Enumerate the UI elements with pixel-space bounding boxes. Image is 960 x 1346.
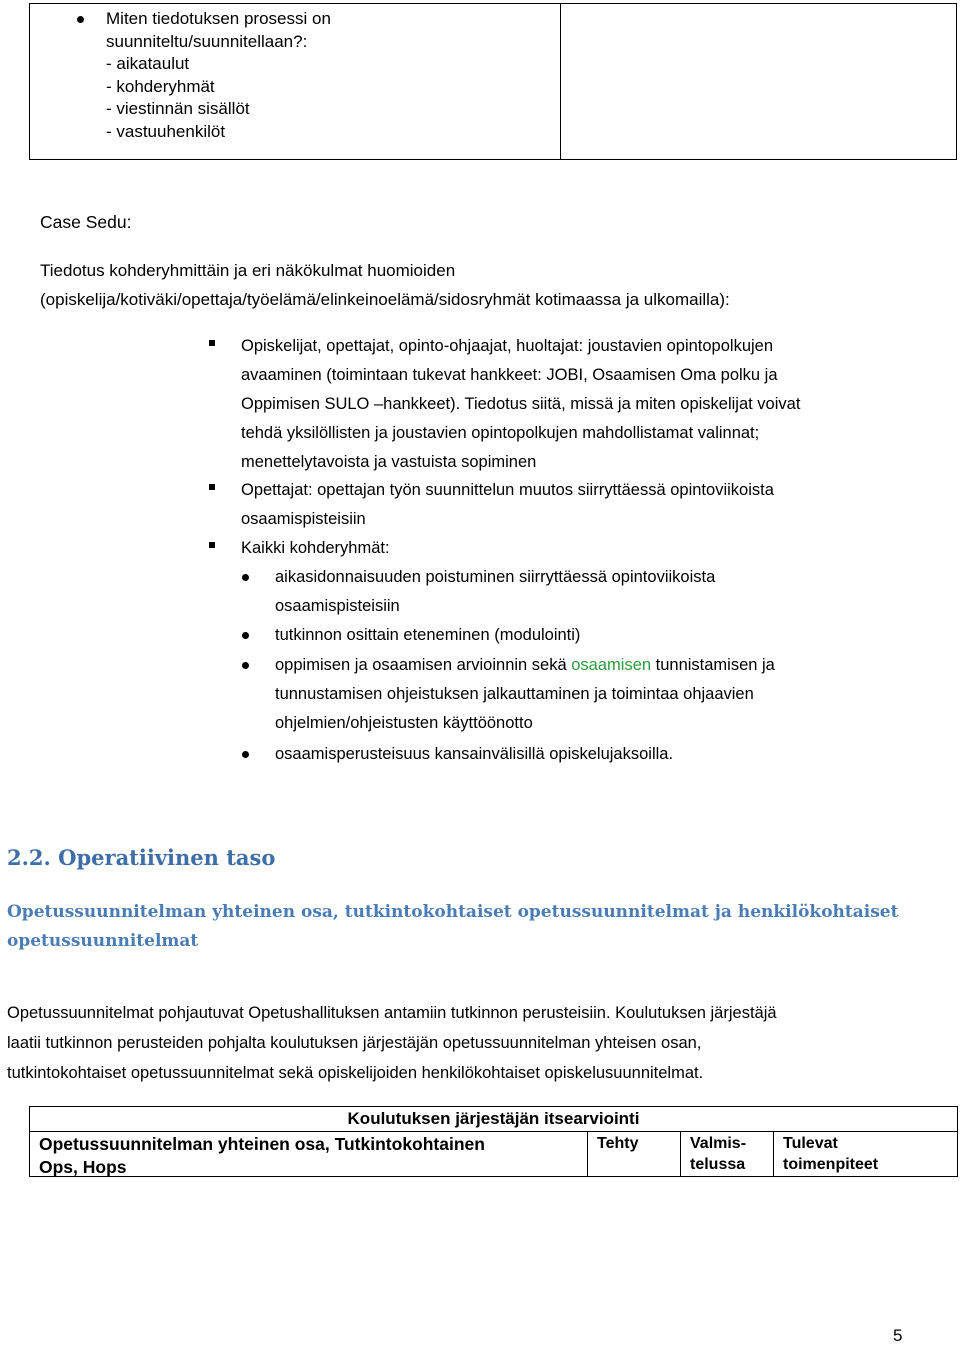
round-bullet-icon [242, 574, 249, 581]
table-header-cell [783, 1133, 878, 1175]
item-text: oppimisen ja osaamisen arvioinnin sekä [275, 656, 572, 674]
square-item-2 [241, 476, 774, 534]
item-line: Opiskelijat, opettajat, opinto-ohjaajat, huoltajat: joustavien opintopolkujen [241, 337, 774, 355]
cell-line: Miten tiedotuksen prosessi on [106, 9, 331, 28]
cell-line: - viestinnän sisällöt [106, 99, 250, 118]
round-bullet-icon [242, 632, 249, 639]
round-bullet-icon [242, 662, 249, 669]
intro-prefix: Tiedotus [40, 261, 110, 280]
cell-line: Ops, Hops [39, 1157, 127, 1177]
case-heading: Case Sedu: [40, 212, 132, 232]
intro-bold: kohderyhmittäin ja eri näkökulmat huomioiden [109, 261, 456, 280]
square-item-1 [241, 332, 800, 477]
round-item-4 [275, 740, 673, 769]
item-line: ohjelmien/ohjeistusten käyttöönotto [275, 714, 533, 732]
item-line: tutkinnon osittain eteneminen (modulointi) [275, 626, 581, 644]
item-line: Kaikki kohderyhmät: [241, 539, 390, 557]
table-column-divider [560, 4, 561, 159]
table-header-cell [690, 1133, 746, 1175]
subheading-line: opetussuunnitelmat [7, 931, 199, 951]
table-row-divider [30, 1131, 957, 1132]
cell-line: Valmis- [690, 1135, 747, 1152]
cell-line: telussa [690, 1156, 746, 1173]
page-number: 5 [893, 1326, 903, 1345]
paragraph-line: tutkintokohtaiset opetussuunnitelmat sekä opiskelijoiden henkilökohtaiset opiskelusuunnitelmat. [7, 1064, 704, 1082]
cell-line: Opetussuunnitelman yhteinen osa, Tutkintokohtainen [39, 1134, 485, 1154]
item-text: tunnistamisen ja [651, 656, 775, 674]
item-line: menettelytavoista ja vastuista sopiminen [241, 453, 537, 471]
item-line: avaaminen (toimintaan tukevat hankkeet: JOBI, Osaamisen Oma polku ja [241, 366, 778, 384]
case-intro-line2: (opiskelija/kotiväki/opettaja/työelämä/elinkeinoelämä/sidosryhmät kotimaassa ja ulkomailla): [40, 290, 730, 309]
cell-line: - kohderyhmät [106, 76, 215, 96]
round-item-1 [275, 563, 715, 621]
paragraph-line: Opetussuunnitelmat pohjautuvat Opetushallituksen antamiin tutkinnon perusteisiin. Koulutuksen järjestäjä [7, 1004, 777, 1022]
cell-line: toimenpiteet [783, 1156, 879, 1173]
top-table [29, 3, 957, 160]
cell-line: suunniteltu/suunnitellaan?: [106, 31, 308, 51]
section-number: 2.2. [7, 845, 51, 870]
subheading-line: Opetussuunnitelman yhteinen osa, tutkintokohtaiset opetussuunnitelmat ja henkilökohtaiset [7, 902, 899, 922]
table-cell-question [106, 8, 546, 143]
square-item-3 [241, 534, 390, 563]
table-header-cell [39, 1133, 579, 1179]
cell-line: Tehty [597, 1135, 639, 1152]
table-column-divider [680, 1131, 681, 1176]
item-line: osaamisperusteisuus kansainvälisillä opiskelujaksoilla. [275, 745, 674, 763]
table-header-cell [597, 1133, 638, 1154]
section-title: Operatiivinen taso [58, 845, 276, 870]
square-bullet-icon [209, 340, 215, 346]
round-item-3 [275, 651, 775, 738]
item-line [275, 651, 775, 680]
item-line: tunnustamisen ohjeistuksen jalkauttaminen ja toimintaa ohjaavien [275, 685, 754, 703]
section-heading [7, 845, 275, 870]
round-item-2 [275, 621, 580, 650]
item-line: Oppimisen SULO –hankkeet). Tiedotus siitä, missä ja miten opiskelijat voivat [241, 395, 801, 413]
cell-line: - aikataulut [106, 54, 190, 73]
item-line: Opettajat: opettajan työn suunnittelun muutos siirryttäessä opintoviikoista [241, 481, 774, 499]
self-assessment-table [29, 1106, 958, 1177]
section-paragraph [7, 998, 777, 1088]
table-column-divider [587, 1131, 588, 1176]
item-line: osaamispisteisiin [241, 510, 366, 528]
square-bullet-icon [209, 542, 215, 548]
round-bullet-icon [242, 751, 249, 758]
case-intro-line1 [40, 261, 455, 281]
item-line: osaamispisteisiin [275, 597, 400, 615]
item-line: tehdä yksilöllisten ja joustavien opintopolkujen mahdollistamat valinnat; [241, 424, 760, 442]
item-text-highlight: osaamisen [571, 656, 652, 674]
square-bullet-icon [209, 484, 215, 490]
cell-line: - vastuuhenkilöt [106, 121, 226, 141]
section-subheading [7, 898, 898, 956]
table-column-divider [773, 1131, 774, 1176]
table-title: Koulutuksen järjestäjän itsearviointi [347, 1109, 640, 1128]
item-line: aikasidonnaisuuden poistuminen siirryttäessä opintoviikoista [275, 568, 716, 586]
bullet-icon [77, 16, 84, 23]
cell-line: Tulevat [783, 1135, 838, 1152]
paragraph-line: laatii tutkinnon perusteiden pohjalta koulutuksen järjestäjän opetussuunnitelman yhteisen osan, [7, 1034, 702, 1052]
